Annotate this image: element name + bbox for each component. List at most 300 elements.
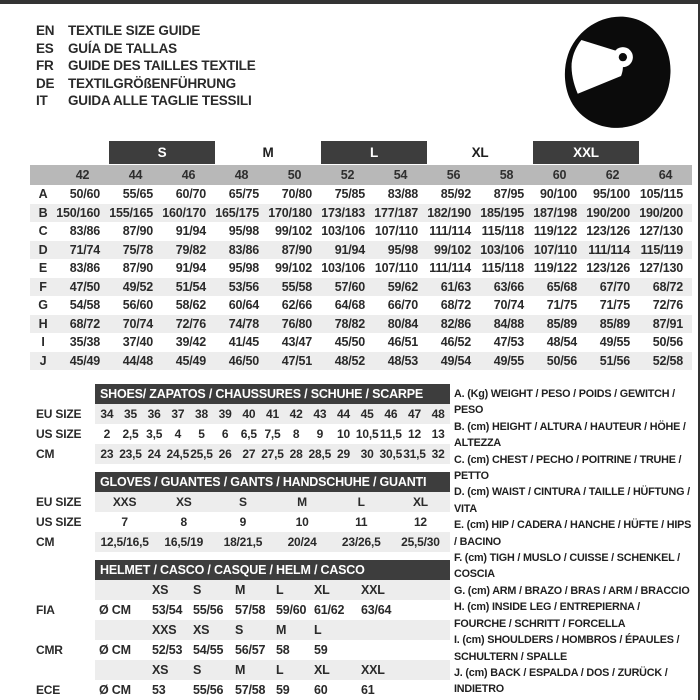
measurement-cell: 66/70 <box>387 298 418 313</box>
size-header-cell: 50 <box>287 168 302 182</box>
helmet-size-cell: S <box>235 623 244 637</box>
measurement-cell: 45/49 <box>175 353 206 368</box>
label-spacer <box>36 660 95 680</box>
gloves-table <box>95 472 450 552</box>
measurement-cell: 115/118 <box>481 224 524 239</box>
helmet-value-cell: 53 <box>152 683 166 697</box>
size-header-cell: 44 <box>128 168 143 182</box>
helmet-size-cell: XXS <box>152 623 177 637</box>
helmet-value-cell <box>361 640 450 660</box>
measurement-cell: 71/75 <box>546 298 577 313</box>
measurement-cell: 74/78 <box>228 316 259 331</box>
value-cell: 28,5 <box>308 447 332 461</box>
measurement-row-a <box>30 185 692 204</box>
measurement-cell: 51/56 <box>599 353 630 368</box>
shoes-row <box>95 444 450 464</box>
helmet-value-cell: 58 <box>276 643 290 657</box>
measurement-cell: 72/76 <box>175 316 206 331</box>
shoes-row-labels <box>36 384 95 464</box>
measurement-cell: 47/50 <box>69 279 100 294</box>
measurement-cell: 68/72 <box>69 316 100 331</box>
value-cell: 27 <box>242 447 256 461</box>
language-row <box>36 75 256 93</box>
bottom-section <box>36 384 692 700</box>
measurement-cell: 67/70 <box>599 279 630 294</box>
row-letter: H <box>38 316 48 331</box>
measurement-cell: 85/89 <box>546 316 577 331</box>
value-cell: 24,5 <box>166 447 190 461</box>
measurement-cell: 91/94 <box>175 224 206 239</box>
measurement-cell: 65/75 <box>228 187 259 202</box>
row-letter: B <box>38 205 48 220</box>
value-cell: 29 <box>337 447 350 461</box>
value-cell: 12,5/16,5 <box>100 535 149 549</box>
legend-entry: A. (Kg) WEIGHT / PESO / POIDS / GEWITCH / PESO <box>454 388 675 417</box>
helmet-size-cell: L <box>276 583 284 597</box>
language-code: EN <box>36 23 55 39</box>
gloves-title: GLOVES / GUANTES / GANTS / HANDSCHUHE / GUANTI <box>95 472 450 492</box>
value-cell: 7 <box>121 515 128 529</box>
measurement-cell: 99/102 <box>433 242 471 257</box>
measurement-cell: 50/56 <box>652 335 683 350</box>
measurement-cell: 83/88 <box>387 187 418 202</box>
measurement-cell: 177/187 <box>374 205 418 220</box>
value-cell: 23/26,5 <box>341 535 381 549</box>
bottom-tables <box>36 384 454 700</box>
measurement-cell: 37/40 <box>122 335 153 350</box>
measurement-cell: 46/50 <box>228 353 259 368</box>
measurement-cell: 63/66 <box>493 279 524 294</box>
measurement-cell: 190/200 <box>639 205 683 220</box>
helmet-size-cell: M <box>235 663 246 677</box>
measurement-cell: 45/49 <box>69 353 100 368</box>
value-cell: L <box>357 495 365 509</box>
measurement-cell: 107/110 <box>533 242 577 257</box>
helmet-size-cell: M <box>235 583 246 597</box>
measurement-cell: 91/94 <box>175 261 206 276</box>
label-spacer <box>36 580 95 600</box>
size-header-cell: 56 <box>446 168 461 182</box>
measurement-cell: 123/126 <box>586 224 630 239</box>
label-spacer <box>36 560 95 580</box>
language-label: TEXTILE SIZE GUIDE <box>68 23 201 39</box>
measurement-cell: 48/52 <box>334 353 365 368</box>
value-cell: 6,5 <box>240 427 257 441</box>
value-cell: 38 <box>195 407 208 421</box>
measurement-legend <box>454 384 692 700</box>
measurement-cell: 103/106 <box>321 224 365 239</box>
textile-size-table <box>30 141 692 370</box>
measurement-row-c <box>30 222 692 241</box>
diameter-label: Ø CM <box>99 643 131 657</box>
helmet-value-cell: 59 <box>276 683 290 697</box>
measurement-cell: 49/55 <box>599 335 630 350</box>
value-cell: 40 <box>242 407 256 421</box>
size-header-cell: 48 <box>234 168 249 182</box>
shoes-table-body <box>95 404 450 464</box>
shoes-table <box>95 384 450 464</box>
measurement-cell: 95/98 <box>228 224 259 239</box>
diameter-label: Ø CM <box>99 683 131 697</box>
row-label: US SIZE <box>36 427 82 441</box>
measurement-cell: 71/74 <box>69 242 100 257</box>
helmet-value-cell: 57/58 <box>235 603 266 617</box>
measurement-cell: 46/52 <box>440 335 471 350</box>
size-header-cell: 64 <box>658 168 673 182</box>
measurement-cell: 50/60 <box>69 187 100 202</box>
label-spacer <box>36 472 95 492</box>
row-letter: D <box>38 242 48 257</box>
helmet-size-row <box>95 620 450 640</box>
legend-entry: C. (cm) CHEST / PECHO / POITRINE / TRUHE / PETTO <box>454 453 682 483</box>
measurement-cell: 48/54 <box>546 335 577 350</box>
measurement-cell: 111/114 <box>429 261 471 276</box>
value-cell: 12 <box>413 515 427 529</box>
legend-entry: J. (cm) BACK / ESPALDA / DOS / ZURÜCK / INDIETRO <box>454 666 668 696</box>
measurement-row-j <box>30 352 692 371</box>
measurement-cell: 55/58 <box>281 279 312 294</box>
measurement-cell: 39/42 <box>175 335 206 350</box>
value-cell: XXS <box>112 495 137 509</box>
measurement-cell: 71/75 <box>599 298 630 313</box>
value-cell: 41 <box>266 407 279 421</box>
helmet-value-row <box>95 600 450 620</box>
helmet-value-row <box>95 680 450 700</box>
measurement-cell: 111/114 <box>429 224 471 239</box>
measurement-cell: 105/115 <box>639 187 683 202</box>
measurement-cell: 111/114 <box>588 242 630 257</box>
measurement-row-i <box>30 333 692 352</box>
value-cell: 42 <box>289 407 303 421</box>
value-cell: 39 <box>218 407 232 421</box>
measurement-cell: 150/160 <box>56 205 100 220</box>
value-cell: 7,5 <box>264 427 281 441</box>
size-header-cell: 58 <box>499 168 514 182</box>
helmet-section <box>36 560 454 700</box>
helmet-value-cell: 63/64 <box>361 603 392 617</box>
empty-cell <box>95 580 152 600</box>
value-cell: 9 <box>316 427 324 441</box>
measurement-cell: 185/195 <box>480 205 524 220</box>
value-cell: 44 <box>337 407 350 421</box>
value-cell: 35 <box>124 407 137 421</box>
empty-cell <box>95 620 152 640</box>
gloves-row <box>95 492 450 512</box>
measurement-cell: 44/48 <box>122 353 153 368</box>
language-list <box>36 22 256 110</box>
measurement-cell: 123/126 <box>586 261 630 276</box>
row-letter: I <box>41 335 45 350</box>
size-header-cell: 60 <box>552 168 567 182</box>
value-cell: 10,5 <box>355 427 379 441</box>
value-cell: 3,5 <box>146 427 163 441</box>
measurement-cell: 35/38 <box>69 335 100 350</box>
measurement-cell: 50/56 <box>546 353 577 368</box>
size-header-cell: 52 <box>340 168 355 182</box>
value-cell: 2 <box>103 427 111 441</box>
measurement-cell: 68/72 <box>652 279 683 294</box>
measurement-cell: 187/198 <box>533 205 577 220</box>
measurement-cell: 119/122 <box>533 261 577 276</box>
measurement-cell: 49/52 <box>122 279 153 294</box>
helmet-size-row <box>95 580 450 600</box>
value-cell: 26 <box>218 447 232 461</box>
row-letter: F <box>39 279 47 294</box>
measurement-cell: 61/63 <box>440 279 471 294</box>
measurement-cell: 99/102 <box>274 261 312 276</box>
measurement-cell: 80/84 <box>387 316 418 331</box>
value-cell: 43 <box>313 407 327 421</box>
row-letter: A <box>38 187 48 202</box>
measurement-row-d <box>30 241 692 260</box>
measurement-cell: 51/54 <box>175 279 206 294</box>
value-cell: 46 <box>384 407 398 421</box>
shoes-row <box>95 404 450 424</box>
size-group-l: L <box>321 141 427 164</box>
top-border-line <box>0 0 700 4</box>
measurement-cell: 99/102 <box>274 224 312 239</box>
helmet-value-cell: 61 <box>361 683 375 697</box>
measurement-cell: 127/130 <box>639 261 683 276</box>
language-label: GUÍA DE TALLAS <box>68 40 177 56</box>
size-group-s: S <box>109 141 215 164</box>
helmet-value-cell: 59 <box>314 643 328 657</box>
measurement-row-b <box>30 204 692 223</box>
gloves-section <box>36 472 454 552</box>
value-cell: 4 <box>174 427 182 441</box>
size-header-cell: 42 <box>75 168 90 182</box>
gloves-row <box>95 512 450 532</box>
helmet-value-cell: 60 <box>314 683 328 697</box>
measurement-cell: 72/76 <box>652 298 683 313</box>
value-cell: 8 <box>180 515 187 529</box>
value-cell: 34 <box>100 407 114 421</box>
value-cell: 24 <box>147 447 161 461</box>
size-number-row <box>30 165 692 185</box>
helmet-table <box>95 560 450 700</box>
helmet-size-cell: XS <box>152 663 169 677</box>
value-cell: 32 <box>431 447 445 461</box>
measurement-cell: 87/91 <box>652 316 683 331</box>
measurement-cell: 75/85 <box>334 187 365 202</box>
row-label: EU SIZE <box>36 407 82 421</box>
row-letter: J <box>39 353 47 368</box>
value-cell: 31,5 <box>403 447 426 461</box>
measurement-cell: 79/82 <box>175 242 206 257</box>
helmet-size-cell: XL <box>314 663 330 677</box>
gloves-table-body <box>95 492 450 552</box>
language-code: IT <box>36 93 48 109</box>
measurement-cell: 55/65 <box>122 187 153 202</box>
measurement-cell: 49/55 <box>493 353 524 368</box>
value-cell: 9 <box>239 515 247 529</box>
measurement-cell: 107/110 <box>374 224 418 239</box>
diameter-label: Ø CM <box>99 603 131 617</box>
measurement-cell: 182/190 <box>427 205 471 220</box>
row-label: US SIZE <box>36 515 82 529</box>
helmet-value-cell: 55/56 <box>193 683 224 697</box>
measurement-cell: 84/88 <box>493 316 524 331</box>
legend-entry: D. (cm) WAIST / CINTURA / TAILLE / HÜFTUNG / VITA <box>454 486 690 515</box>
value-cell: 11 <box>355 515 368 529</box>
shoes-section <box>36 384 454 464</box>
measurement-cell: 62/66 <box>281 298 312 313</box>
value-cell: 18/21,5 <box>223 535 263 549</box>
measurement-cell: 76/80 <box>281 316 312 331</box>
size-group-xl: XL <box>471 145 489 160</box>
measurement-cell: 170/180 <box>268 205 312 220</box>
row-letter: C <box>38 224 48 239</box>
size-group-row <box>30 141 692 164</box>
measurement-cell: 65/68 <box>546 279 577 294</box>
measurement-cell: 49/54 <box>440 353 471 368</box>
shoes-row <box>95 424 450 444</box>
helmet-size-cell: XS <box>152 583 169 597</box>
measurement-cell: 95/100 <box>592 187 630 202</box>
measurement-cell: 85/92 <box>440 187 471 202</box>
corner-cell <box>30 165 56 185</box>
label-spacer <box>36 620 95 640</box>
helmet-size-cell: S <box>193 663 202 677</box>
size-header-cell: 54 <box>393 168 408 182</box>
measurement-cell: 107/110 <box>374 261 418 276</box>
helmet-value-cell: 59/60 <box>276 603 307 617</box>
helmet-size-cell: L <box>276 663 284 677</box>
measurement-cell: 60/64 <box>228 298 259 313</box>
value-cell: 23 <box>100 447 114 461</box>
measurement-cell: 91/94 <box>334 242 365 257</box>
measurement-cell: 53/56 <box>228 279 259 294</box>
measurement-cell: 95/98 <box>228 261 259 276</box>
helmet-size-cell: XS <box>193 623 210 637</box>
measurement-cell: 68/72 <box>440 298 471 313</box>
helmet-size-row <box>95 660 450 680</box>
value-cell: 16,5/19 <box>164 535 204 549</box>
row-letter: G <box>38 298 48 313</box>
value-cell: XS <box>175 495 192 509</box>
measurement-cell: 78/82 <box>334 316 365 331</box>
helmet-table-body <box>95 580 450 700</box>
language-label: GUIDE DES TAILLES TEXTILE <box>68 58 256 74</box>
measurement-cell: 115/119 <box>640 242 683 257</box>
measurement-rows <box>30 185 692 370</box>
helmet-value-cell: 55/56 <box>193 603 224 617</box>
helmet-size-cell: L <box>314 623 322 637</box>
measurement-row-e <box>30 259 692 278</box>
measurement-cell: 190/200 <box>586 205 630 220</box>
measurement-cell: 87/90 <box>122 261 153 276</box>
row-label: CM <box>36 535 55 549</box>
measurement-cell: 103/106 <box>480 242 524 257</box>
gloves-row-labels <box>36 472 95 552</box>
measurement-cell: 56/60 <box>122 298 153 313</box>
value-cell: 37 <box>171 407 185 421</box>
measurement-cell: 119/122 <box>533 224 577 239</box>
measurement-cell: 83/86 <box>228 242 259 257</box>
legend-entry: B. (cm) HEIGHT / ALTURA / HAUTEUR / HÖHE / ALTEZZA <box>454 420 686 450</box>
org-label: CMR <box>36 643 63 657</box>
measurement-cell: 59/62 <box>387 279 418 294</box>
helmet-size-cell: XXL <box>361 663 385 677</box>
helmet-size-cell: M <box>276 623 287 637</box>
value-cell: 25,5/30 <box>401 535 440 549</box>
empty-cell <box>95 660 152 680</box>
value-cell: 8 <box>292 427 300 441</box>
measurement-cell: 70/74 <box>122 316 153 331</box>
measurement-cell: 48/53 <box>387 353 418 368</box>
measurement-cell: 165/175 <box>215 205 259 220</box>
measurement-cell: 75/78 <box>122 242 153 257</box>
value-cell: XL <box>412 495 428 509</box>
shoes-title: SHOES/ ZAPATOS / CHAUSSURES / SCHUHE / SCARPE <box>95 384 450 404</box>
measurement-cell: 87/90 <box>122 224 153 239</box>
value-cell: 47 <box>408 407 421 421</box>
measurement-cell: 47/53 <box>493 335 524 350</box>
org-label: FIA <box>36 603 55 617</box>
measurement-cell: 103/106 <box>321 261 365 276</box>
value-cell: 36 <box>147 407 161 421</box>
measurement-cell: 58/62 <box>175 298 206 313</box>
value-cell: 23,5 <box>119 447 142 461</box>
size-header-cell: 62 <box>605 168 620 182</box>
measurement-cell: 60/70 <box>175 187 206 202</box>
measurement-cell: 45/50 <box>334 335 365 350</box>
legend-entry: F. (cm) TIGH / MUSLO / CUISSE / SCHENKEL / COSCIA <box>454 552 680 581</box>
row-label: CM <box>36 447 55 461</box>
legend-entry: G. (cm) ARM / BRAZO / BRAS / ARM / BRACCIO <box>454 584 690 597</box>
value-cell: S <box>239 495 247 509</box>
measurement-cell: 54/58 <box>69 298 100 313</box>
value-cell: 13 <box>431 427 445 441</box>
value-cell: 6 <box>221 427 229 441</box>
language-row <box>36 22 256 40</box>
value-cell: 11,5 <box>379 427 402 441</box>
measurement-cell: 85/89 <box>599 316 630 331</box>
size-group-xxl: XXL <box>533 141 639 164</box>
language-code: FR <box>36 58 54 74</box>
measurement-cell: 83/86 <box>69 261 100 276</box>
measurement-cell: 46/51 <box>387 335 418 350</box>
value-cell: 27,5 <box>261 447 284 461</box>
measurement-cell: 173/183 <box>321 205 365 220</box>
helmet-value-cell: 54/55 <box>193 643 224 657</box>
language-label: TEXTILGRÖßENFÜHRUNG <box>68 75 236 91</box>
measurement-cell: 87/90 <box>281 242 312 257</box>
legend-entry: I. (cm) SHOULDERS / HOMBROS / ÉPAULES / SCHULTERN / SPALLE <box>454 634 680 663</box>
measurement-row-h <box>30 315 692 334</box>
measurement-cell: 64/68 <box>334 298 365 313</box>
measurement-cell: 155/165 <box>109 205 153 220</box>
measurement-cell: 83/86 <box>69 224 100 239</box>
value-cell: 2,5 <box>122 427 139 441</box>
value-cell: M <box>297 495 307 509</box>
helmet-size-cell: XL <box>314 583 330 597</box>
language-code: ES <box>36 40 54 56</box>
value-cell: 45 <box>360 407 374 421</box>
measurement-cell: 43/47 <box>281 335 312 350</box>
racing-helmet-icon <box>552 12 684 134</box>
label-spacer <box>36 384 95 404</box>
measurement-cell: 70/74 <box>493 298 524 313</box>
measurement-cell: 82/86 <box>440 316 471 331</box>
gloves-row <box>95 532 450 552</box>
value-cell: 12 <box>408 427 421 441</box>
language-label: GUIDA ALLE TAGLIE TESSILI <box>68 93 252 109</box>
helmet-size-cell: XXL <box>361 583 385 597</box>
size-header-cell: 46 <box>181 168 196 182</box>
value-cell: 10 <box>295 515 309 529</box>
value-cell: 48 <box>431 407 445 421</box>
